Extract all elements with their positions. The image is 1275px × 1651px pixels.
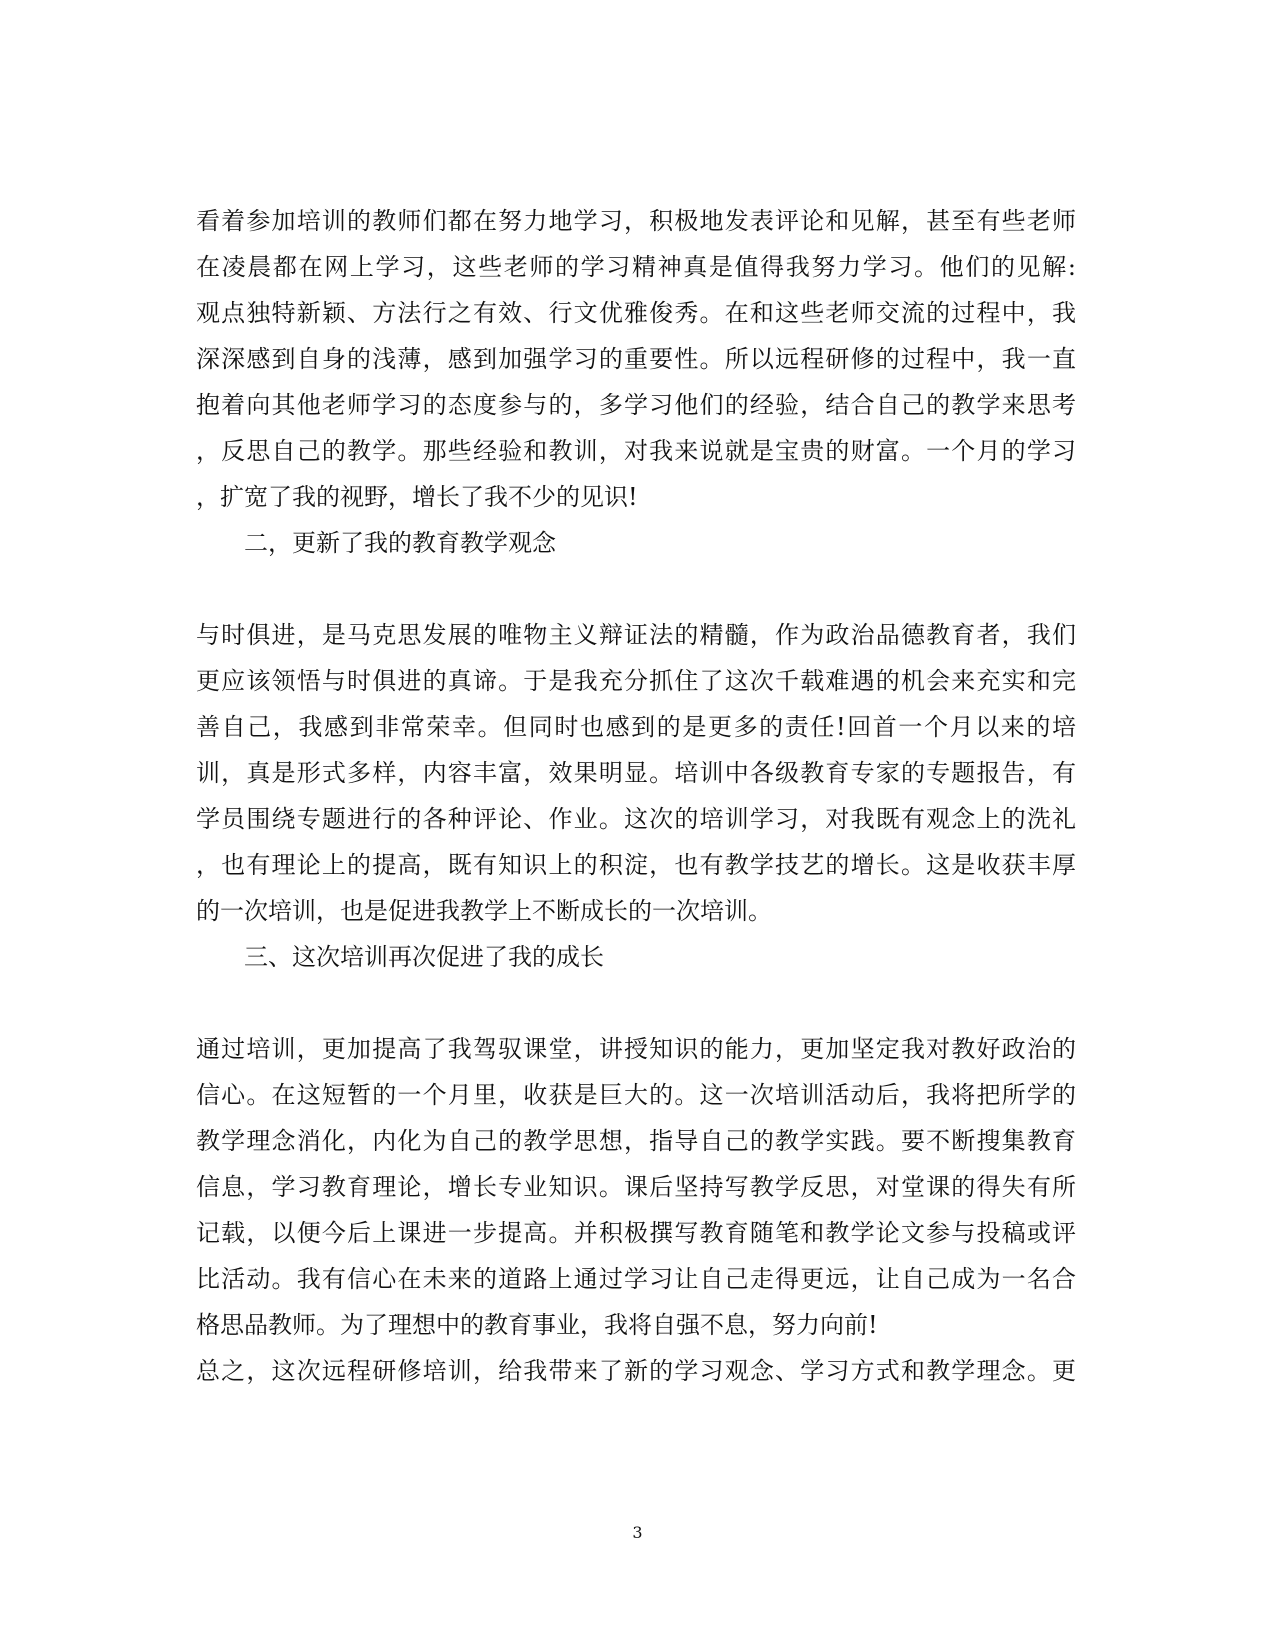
paragraph-2-line-6: ，也有理论上的提高，既有知识上的积淀，也有教学技艺的增长。这是收获丰厚 [196,851,1076,879]
paragraph-1-line-1: 看着参加培训的教师们都在努力地学习，积极地发表评论和见解，甚至有些老师 [196,207,1076,235]
paragraph-3-line-5: 记载，以便今后上课进一步提高。并积极撰写教育随笔和教学论文参与投稿或评 [196,1219,1076,1247]
section-heading-3: 三、这次培训再次促进了我的成长 [244,943,604,971]
paragraph-2-line-5: 学员围绕专题进行的各种评论、作业。这次的培训学习，对我既有观念上的洗礼 [196,805,1076,833]
paragraph-3-line-3: 教学理念消化，内化为自己的教学思想，指导自己的教学实践。要不断搜集教育 [196,1127,1076,1155]
paragraph-1-line-6: ，反思自己的教学。那些经验和教训，对我来说就是宝贵的财富。一个月的学习 [196,437,1076,465]
paragraph-2-line-2: 更应该领悟与时俱进的真谛。于是我充分抓住了这次千载难遇的机会来充实和完 [196,667,1076,695]
paragraph-4-line-1: 总之，这次远程研修培训，给我带来了新的学习观念、学习方式和教学理念。更 [196,1357,1076,1385]
paragraph-2-line-1: 与时俱进，是马克思发展的唯物主义辩证法的精髓，作为政治品德教育者，我们 [196,621,1076,649]
paragraph-3-line-6: 比活动。我有信心在未来的道路上通过学习让自己走得更远，让自己成为一名合 [196,1265,1076,1293]
page-number: 3 [632,1523,643,1542]
paragraph-1-line-4: 深深感到自身的浅薄，感到加强学习的重要性。所以远程研修的过程中，我一直 [196,345,1076,373]
paragraph-1-line-7: ，扩宽了我的视野，增长了我不少的见识! [196,483,638,511]
paragraph-1-line-2: 在凌晨都在网上学习，这些老师的学习精神真是值得我努力学习。他们的见解: [196,253,1076,281]
paragraph-3-line-1: 通过培训，更加提高了我驾驭课堂，讲授知识的能力，更加坚定我对教好政治的 [196,1035,1076,1063]
paragraph-1-line-5: 抱着向其他老师学习的态度参与的，多学习他们的经验，结合自己的教学来思考 [196,391,1076,419]
paragraph-3-line-4: 信息，学习教育理论，增长专业知识。课后坚持写教学反思，对堂课的得失有所 [196,1173,1076,1201]
paragraph-1-line-3: 观点独特新颖、方法行之有效、行文优雅俊秀。在和这些老师交流的过程中，我 [196,299,1076,327]
paragraph-2-line-3: 善自己，我感到非常荣幸。但同时也感到的是更多的责任!回首一个月以来的培 [196,713,1076,741]
paragraph-3-line-2: 信心。在这短暂的一个月里，收获是巨大的。这一次培训活动后，我将把所学的 [196,1081,1076,1109]
paragraph-2-line-7: 的一次培训，也是促进我教学上不断成长的一次培训。 [196,897,772,925]
paragraph-3-line-7: 格思品教师。为了理想中的教育事业，我将自强不息，努力向前! [196,1311,878,1339]
section-heading-2: 二，更新了我的教育教学观念 [244,529,556,557]
paragraph-2-line-4: 训，真是形式多样，内容丰富，效果明显。培训中各级教育专家的专题报告，有 [196,759,1076,787]
